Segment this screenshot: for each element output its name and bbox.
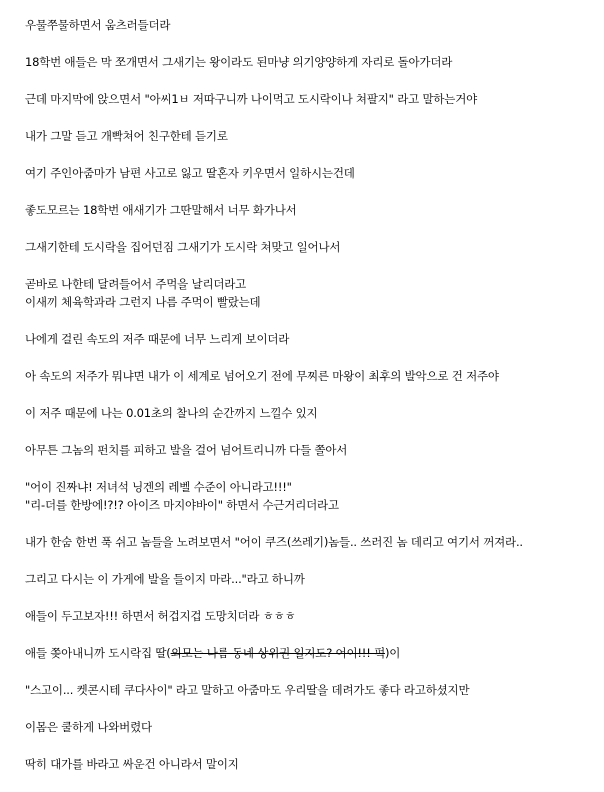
text-line: 여기 주인아줌마가 남편 사고로 잃고 딸혼자 키우면서 일하시는건데	[25, 166, 355, 180]
text-line: 이새끼 체육학과라 그런지 나름 주먹이 빨랐는데	[25, 295, 261, 309]
text-line: 애들이 두고보자!!! 하면서 허겁지겁 도망치더라 ㅎㅎㅎ	[25, 609, 296, 623]
paragraph-17	[25, 644, 595, 662]
paragraph-16	[25, 607, 595, 625]
text-line: "스고이... 켓콘시테 쿠다사이" 라고 말하고 아줌마도 우리딸을 데려가도 좋다 라고하셨지만	[25, 683, 470, 697]
paragraph-1	[25, 16, 595, 34]
text-line: 18학번 애들은 막 쪼개면서 그새기는 왕이라도 된마냥 의기양양하게 자리로 돌아가더라	[25, 55, 453, 69]
paragraph-20	[25, 755, 595, 773]
text-line: 그새기한테 도시락을 집어던짐 그새기가 도시락 쳐맞고 일어나서	[25, 240, 341, 254]
text-line: "어이 진짜냐! 저녀석 닝겐의 레벨 수준이 아니라고!!!"	[25, 480, 292, 494]
text-segment: 애들 쫒아내니까 도시락집 딸(	[25, 646, 171, 660]
text-line: 나에게 걸린 속도의 저주 때문에 너무 느리게 보이더라	[25, 332, 290, 346]
text-line: 아무튼 그놈의 펀치를 피하고 발을 걸어 넘어트리니까 다들 쫄아서	[25, 443, 348, 457]
paragraph-15	[25, 570, 595, 588]
paragraph-8	[25, 275, 595, 311]
paragraph-5	[25, 164, 595, 182]
paragraph-7	[25, 238, 595, 256]
text-line: "리-더를 한방에!?!? 아이즈 마지야바이" 하면서 수근거리더라고	[25, 498, 339, 512]
text-line: 좋도모르는 18학번 애새기가 그딴말해서 너무 화가나서	[25, 203, 297, 217]
text-line: 이몸은 쿨하게 나와버렸다	[25, 720, 152, 734]
paragraph-4	[25, 127, 595, 145]
paragraph-14	[25, 533, 595, 551]
paragraph-12	[25, 441, 595, 459]
text-line: 아 속도의 저주가 뭐냐면 내가 이 세계로 넘어오기 전에 무찌른 마왕이 최후의 발악으로 건 저주야	[25, 369, 499, 383]
text-line: 우물쭈물하면서 움츠러들더라	[25, 18, 171, 32]
paragraph-10	[25, 367, 595, 385]
paragraph-2	[25, 53, 595, 71]
text-line: 딱히 대가를 바라고 싸운건 아니라서 말이지	[25, 757, 239, 771]
text-segment: )이	[384, 646, 401, 660]
text-line: 내가 그말 듣고 개빡쳐어 친구한테 듣기로	[25, 129, 228, 143]
strikethrough-text: 외모는 나름 동네 상위권 일지도? 어이!!! 퍽	[170, 646, 385, 660]
paragraph-11	[25, 404, 595, 422]
paragraph-9	[25, 330, 595, 348]
text-line: 그리고 다시는 이 가게에 발을 들이지 마라..."라고 하니까	[25, 572, 305, 586]
paragraph-19	[25, 718, 595, 736]
text-line: 이 저주 때문에 나는 0.01초의 찰나의 순간까지 느낄수 있지	[25, 406, 318, 420]
text-line	[25, 644, 595, 662]
paragraph-6	[25, 201, 595, 219]
text-line: 곧바로 나한테 달려들어서 주먹을 날리더라고	[25, 277, 247, 291]
text-line: 내가 한숨 한번 푹 쉬고 놈들을 노려보면서 "어이 쿠즈(쓰레기)놈들.. 쓰러진 놈 데리고 여기서 꺼져라..	[25, 535, 523, 549]
text-line: 근데 마지막에 앉으면서 "아씨1ㅂ 저따구니까 나이먹고 도시락이나 쳐팔지" 라고 말하는거야	[25, 92, 478, 106]
paragraph-13	[25, 478, 595, 514]
paragraph-18	[25, 681, 595, 699]
post-body	[25, 16, 595, 792]
paragraph-3	[25, 90, 595, 108]
